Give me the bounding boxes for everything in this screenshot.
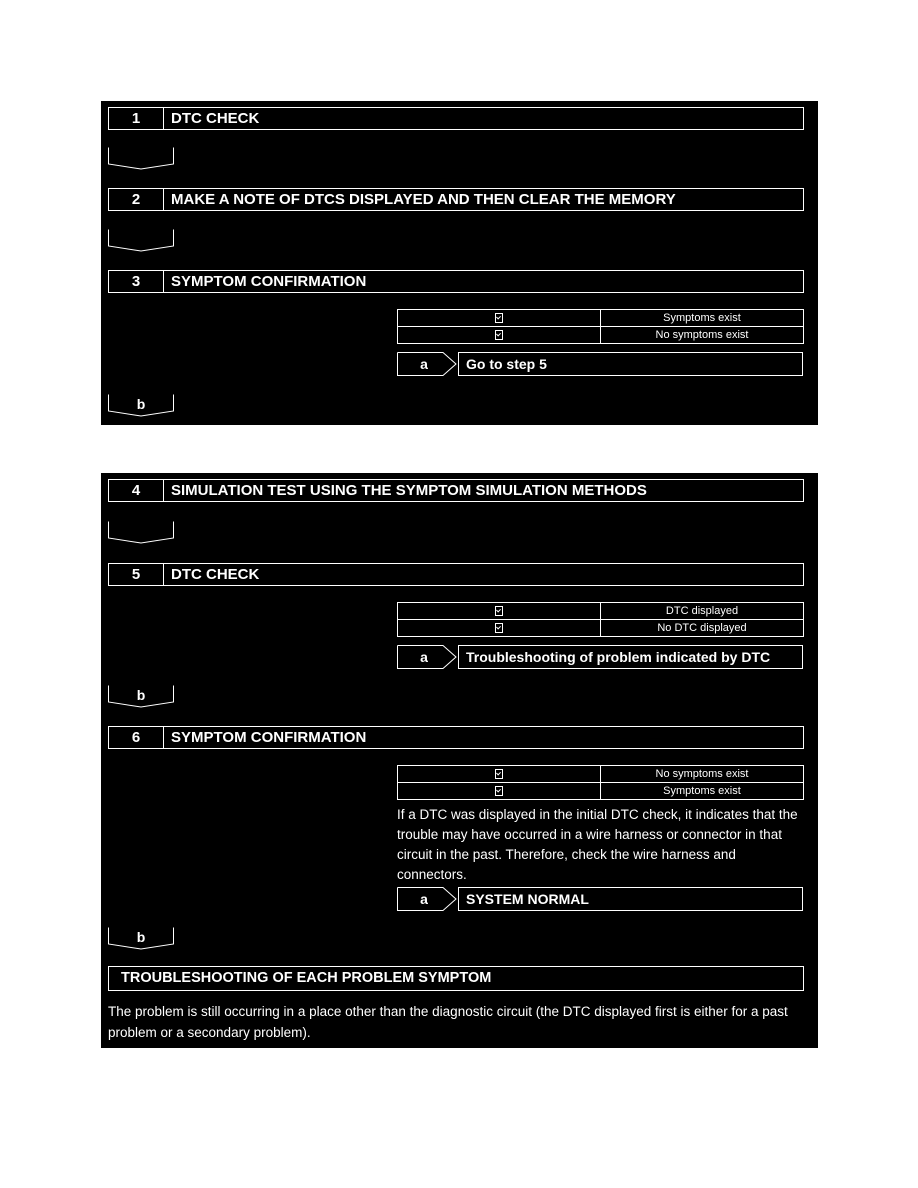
down-arrow-icon [108, 229, 174, 253]
step-3-header [108, 270, 804, 293]
checkbox-icon [495, 313, 503, 323]
table-row [398, 766, 804, 783]
table-row [398, 603, 804, 620]
result-checkbox [398, 603, 601, 620]
result-table [397, 309, 804, 344]
branch-b-arrow [108, 927, 174, 951]
table-row [398, 783, 804, 800]
step-2-header [108, 188, 804, 211]
result-checkbox [398, 620, 601, 637]
step-title: DTC CHECK [171, 566, 260, 583]
step-6-note: If a DTC was displayed in the initial DTC check, it indicates that the trouble may have occurred in a wire harness or connector in that circuit in the past. Therefore, check the wire harness and connectors. [397, 807, 798, 882]
table-row [398, 327, 804, 344]
step-number: 2 [109, 189, 164, 210]
step-number: 6 [109, 727, 164, 748]
result-checkbox [398, 783, 601, 800]
result-table [397, 765, 804, 800]
step-4-header [108, 479, 804, 502]
result-table [397, 602, 804, 637]
branch-a-marker [397, 887, 457, 911]
branch-a-target: SYSTEM NORMAL [458, 887, 803, 911]
branch-a [397, 352, 804, 378]
checkbox-icon [495, 606, 503, 616]
step-6-header [108, 726, 804, 749]
down-arrow-icon [108, 147, 174, 171]
result-label: Symptoms exist [601, 310, 804, 327]
down-arrow-icon [108, 521, 174, 545]
step-title: DTC CHECK [171, 110, 260, 127]
step-title: SYMPTOM CONFIRMATION [171, 273, 367, 290]
next-step-arrow [108, 147, 174, 171]
branch-a-label: a [420, 649, 428, 665]
result-label: DTC displayed [601, 603, 804, 620]
result-label: Symptoms exist [601, 783, 804, 800]
checkbox-icon [495, 786, 503, 796]
branch-a [397, 645, 804, 671]
troubleshooting-text: The problem is still occurring in a place other than the diagnostic circuit (the DTC displayed first is either for a past problem or a secondary problem). [108, 1004, 788, 1040]
branch-a-marker [397, 645, 457, 669]
step-title: MAKE A NOTE OF DTCS DISPLAYED AND THEN CLEAR THE MEMORY [171, 191, 676, 208]
result-checkbox [398, 327, 601, 344]
step-title: SIMULATION TEST USING THE SYMPTOM SIMULATION METHODS [171, 482, 647, 499]
branch-b-label: b [136, 687, 146, 703]
result-checkbox [398, 310, 601, 327]
branch-a-label: a [420, 891, 428, 907]
next-step-arrow [108, 229, 174, 253]
checkbox-icon [495, 623, 503, 633]
result-label: No DTC displayed [601, 620, 804, 637]
branch-a-label: a [420, 356, 428, 372]
flowchart-panel-1 [101, 101, 818, 425]
step-title: SYMPTOM CONFIRMATION [171, 729, 367, 746]
result-label: No symptoms exist [601, 766, 804, 783]
branch-b-arrow [108, 685, 174, 709]
branch-b-label: b [136, 396, 146, 412]
result-label: No symptoms exist [601, 327, 804, 344]
step-1-header [108, 107, 804, 130]
step-number: 3 [109, 271, 164, 292]
next-step-arrow [108, 521, 174, 545]
branch-a [397, 887, 804, 913]
table-row [398, 310, 804, 327]
troubleshooting-header: TROUBLESHOOTING OF EACH PROBLEM SYMPTOM [108, 966, 804, 991]
step-number: 4 [109, 480, 164, 501]
checkbox-icon [495, 330, 503, 340]
step-number: 1 [109, 108, 164, 129]
branch-a-marker [397, 352, 457, 376]
result-checkbox [398, 766, 601, 783]
step-5-header [108, 563, 804, 586]
branch-a-target: Go to step 5 [458, 352, 803, 376]
flowchart-panel-2 [101, 473, 818, 1048]
step-number: 5 [109, 564, 164, 585]
branch-a-target: Troubleshooting of problem indicated by DTC [458, 645, 803, 669]
branch-b-label: b [136, 929, 146, 945]
table-row [398, 620, 804, 637]
branch-b-arrow [108, 394, 174, 418]
checkbox-icon [495, 769, 503, 779]
